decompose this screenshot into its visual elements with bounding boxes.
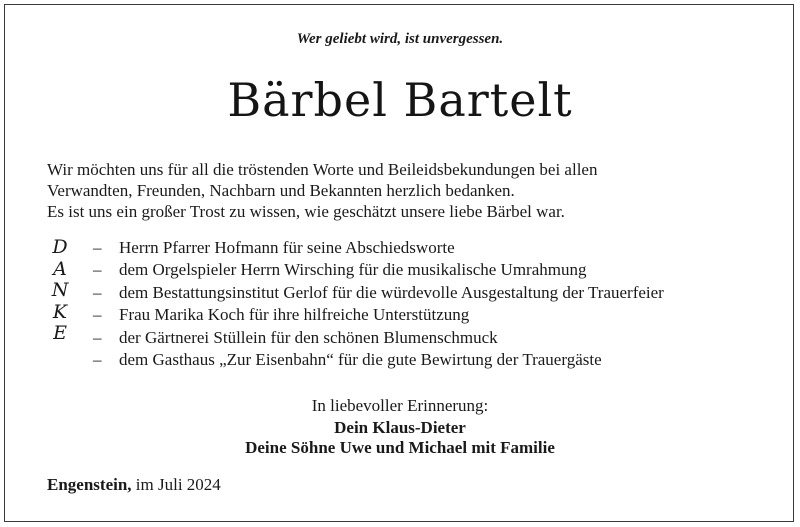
signer-line: Deine Söhne Uwe und Michael mit Familie [245,438,555,457]
place: Engenstein, [47,475,132,494]
acrostic-letter: E [53,322,67,344]
signers [0,418,800,458]
thanks-text: der Gärtnerei Stüllein für den schönen Blumenschmuck [119,327,498,347]
intro-paragraph [47,159,767,222]
dash: – [93,238,102,257]
dash: – [93,305,102,325]
danke-acrostic [48,237,72,345]
dash: – [93,260,102,280]
thanks-item [93,304,793,326]
place-date [47,475,221,495]
dash: – [93,282,102,302]
thanks-list [93,237,793,371]
thanks-item [93,259,793,281]
thanks-item [93,237,793,259]
dash: – [93,350,102,370]
intro-line: Wir möchten uns für all die tröstenden Worte und Beileidsbekundungen bei allen [47,160,598,179]
signer-line: Dein Klaus-Dieter [334,418,466,437]
date: im Juli 2024 [135,475,221,494]
thanks-text: dem Gasthaus „Zur Eisenbahn“ für die gute Bewirtung der Trauergäste [119,350,602,370]
thanks-text: Herrn Pfarrer Hofmann für seine Abschiedsworte [119,238,455,257]
thanks-item [93,282,793,304]
intro-line: Es ist uns ein großer Trost zu wissen, wie geschätzt unsere liebe Bärbel war. [47,202,565,221]
acrostic-letter: K [52,300,68,323]
acrostic-letter: A [53,257,67,280]
thanks-text: dem Bestattungsinstitut Gerlof für die würdevolle Ausgestaltung der Trauerfeier [119,282,664,302]
thanks-text: dem Orgelspieler Herrn Wirsching für die musikalische Umrahmung [119,260,587,280]
thanks-text: Frau Marika Koch für ihre hilfreiche Unterstützung [119,305,470,325]
thanks-item [93,327,793,349]
thanks-item [93,349,793,371]
dash: – [93,327,102,347]
closing-line: In liebevoller Erinnerung: [311,396,489,415]
acrostic-letter: D [52,236,68,258]
motto: Wer geliebt wird, ist unvergessen. [296,31,504,47]
acrostic-letter: N [51,279,69,301]
deceased-name: Bärbel Bartelt [227,73,573,127]
intro-line: Verwandten, Freunden, Nachbarn und Bekannten herzlich bedanken. [47,181,515,200]
